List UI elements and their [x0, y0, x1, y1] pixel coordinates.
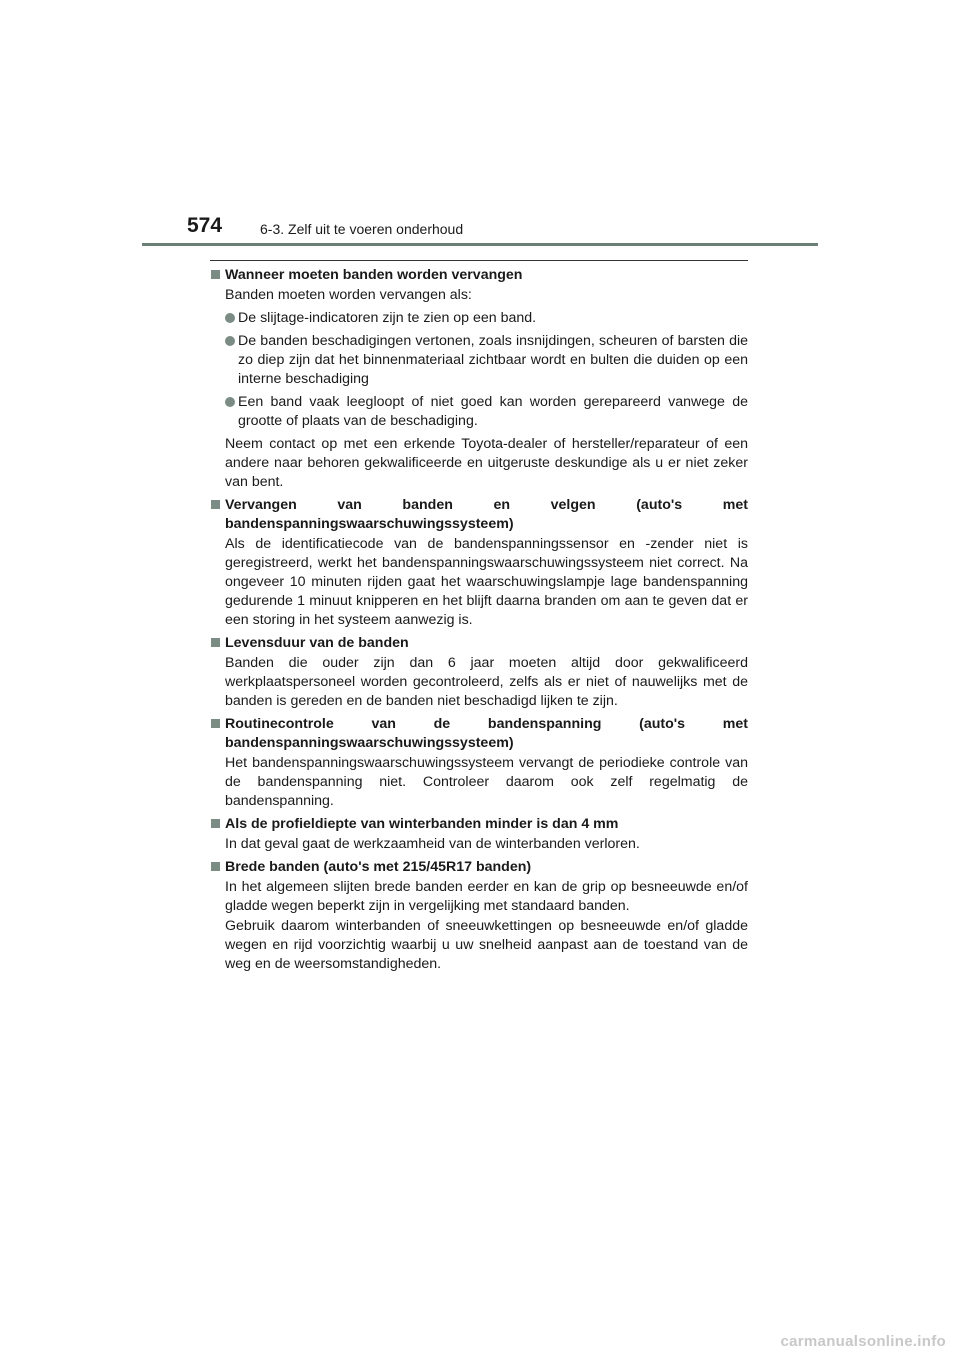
list-item-text: De slijtage-indicatoren zijn te zien op een band. — [238, 310, 537, 326]
section-winter-tread-depth — [210, 815, 748, 854]
section-heading — [210, 815, 748, 834]
paragraph: Neem contact op met een erkende Toyota-dealer of hersteller/reparateur of een andere naar behoren gekwalificeerde en uitgeruste deskundige als u er niet zeker van bent. — [225, 436, 748, 490]
section-tire-replacement — [210, 266, 748, 492]
square-bullet-icon — [211, 819, 220, 828]
heading-text: Brede banden (auto's met 215/45R17 banden) — [225, 859, 532, 875]
paragraph: Banden moeten worden vervangen als: — [225, 287, 472, 303]
section-title: 6-3. Zelf uit te voeren onderhoud — [260, 221, 464, 237]
section-heading — [210, 858, 748, 877]
section-routine-pressure-check — [210, 715, 748, 811]
heading-text: Vervangen van banden en velgen (auto's met bandenspanningswaarschuwingssysteem) — [225, 497, 748, 532]
paragraph: Het bandenspanningswaarschuwingssysteem vervangt de periodieke controle van de bandenspanning niet. Controleer daarom ook zelf regelmatig de bandenspanning. — [225, 755, 748, 809]
square-bullet-icon — [211, 270, 220, 279]
paragraph: Gebruik daarom winterbanden of sneeuwkettingen op besneeuwde en/of gladde wegen en rijd voorzichtig waarbij u uw snelheid aanpast aan de toestand van de weg en de weersomstandigheden. — [225, 918, 748, 972]
paragraph: In het algemeen slijten brede banden eerder en kan de grip op besneeuwde en/of gladde wegen beperkt zijn in vergelijking met standaard banden. — [225, 879, 748, 914]
heading-text: Levensduur van de banden — [225, 635, 409, 651]
section-heading — [210, 715, 748, 753]
content — [210, 266, 748, 978]
square-bullet-icon — [211, 638, 220, 647]
list-item — [210, 393, 748, 431]
list-item — [210, 332, 748, 389]
section-heading — [210, 634, 748, 653]
section-heading — [210, 496, 748, 534]
section-tire-wheel-replacement — [210, 496, 748, 630]
square-bullet-icon — [211, 862, 220, 871]
paragraph: In dat geval gaat de werkzaamheid van de winterbanden verloren. — [225, 836, 640, 852]
section-tire-lifespan — [210, 634, 748, 711]
square-bullet-icon — [211, 719, 220, 728]
paragraph: Banden die ouder zijn dan 6 jaar moeten altijd door gekwalificeerd werkplaatspersoneel worden gecontroleerd, zelfs als er niet of nauwelijks met de banden is gereden en de banden niet beschadigd lijken te zijn. — [225, 655, 748, 709]
section-wide-tires — [210, 858, 748, 974]
list-item-text: Een band vaak leegloopt of niet goed kan worden gerepareerd vanwege de grootte of plaats van de beschadiging. — [238, 394, 748, 429]
list-item — [210, 309, 748, 328]
heading-text: Wanneer moeten banden worden vervangen — [225, 267, 523, 283]
watermark-logo: carmanualsonline.info — [780, 1333, 946, 1350]
content-top-rule — [210, 260, 748, 261]
square-bullet-icon — [211, 500, 220, 509]
heading-text: Routinecontrole van de bandenspanning (auto's met bandenspanningswaarschuwingssysteem) — [225, 716, 748, 751]
paragraph: Als de identificatiecode van de bandenspanningssensor en -zender niet is geregistreerd, werkt het bandenspanningswaarschuwingssysteem niet correct. Na ongeveer 10 minuten rijden gaat het waarschuwingslampje lage bandenspanning gedurende 1 minuut knipperen en het blijft daarna branden om aan te geven dat er een storing in het systeem aanwezig is. — [225, 536, 748, 628]
round-bullet-icon — [225, 336, 235, 346]
round-bullet-icon — [225, 397, 235, 407]
section-heading — [210, 266, 748, 285]
list-item-text: De banden beschadigingen vertonen, zoals insnijdingen, scheuren of barsten die zo diep zijn dat het binnenmateriaal zichtbaar wordt en bulten die duiden op een interne beschadiging — [238, 333, 748, 387]
heading-text: Als de profieldiepte van winterbanden minder is dan 4 mm — [225, 816, 619, 832]
header-rule — [142, 243, 818, 246]
round-bullet-icon — [225, 313, 235, 323]
page-number: 574 — [187, 214, 223, 237]
